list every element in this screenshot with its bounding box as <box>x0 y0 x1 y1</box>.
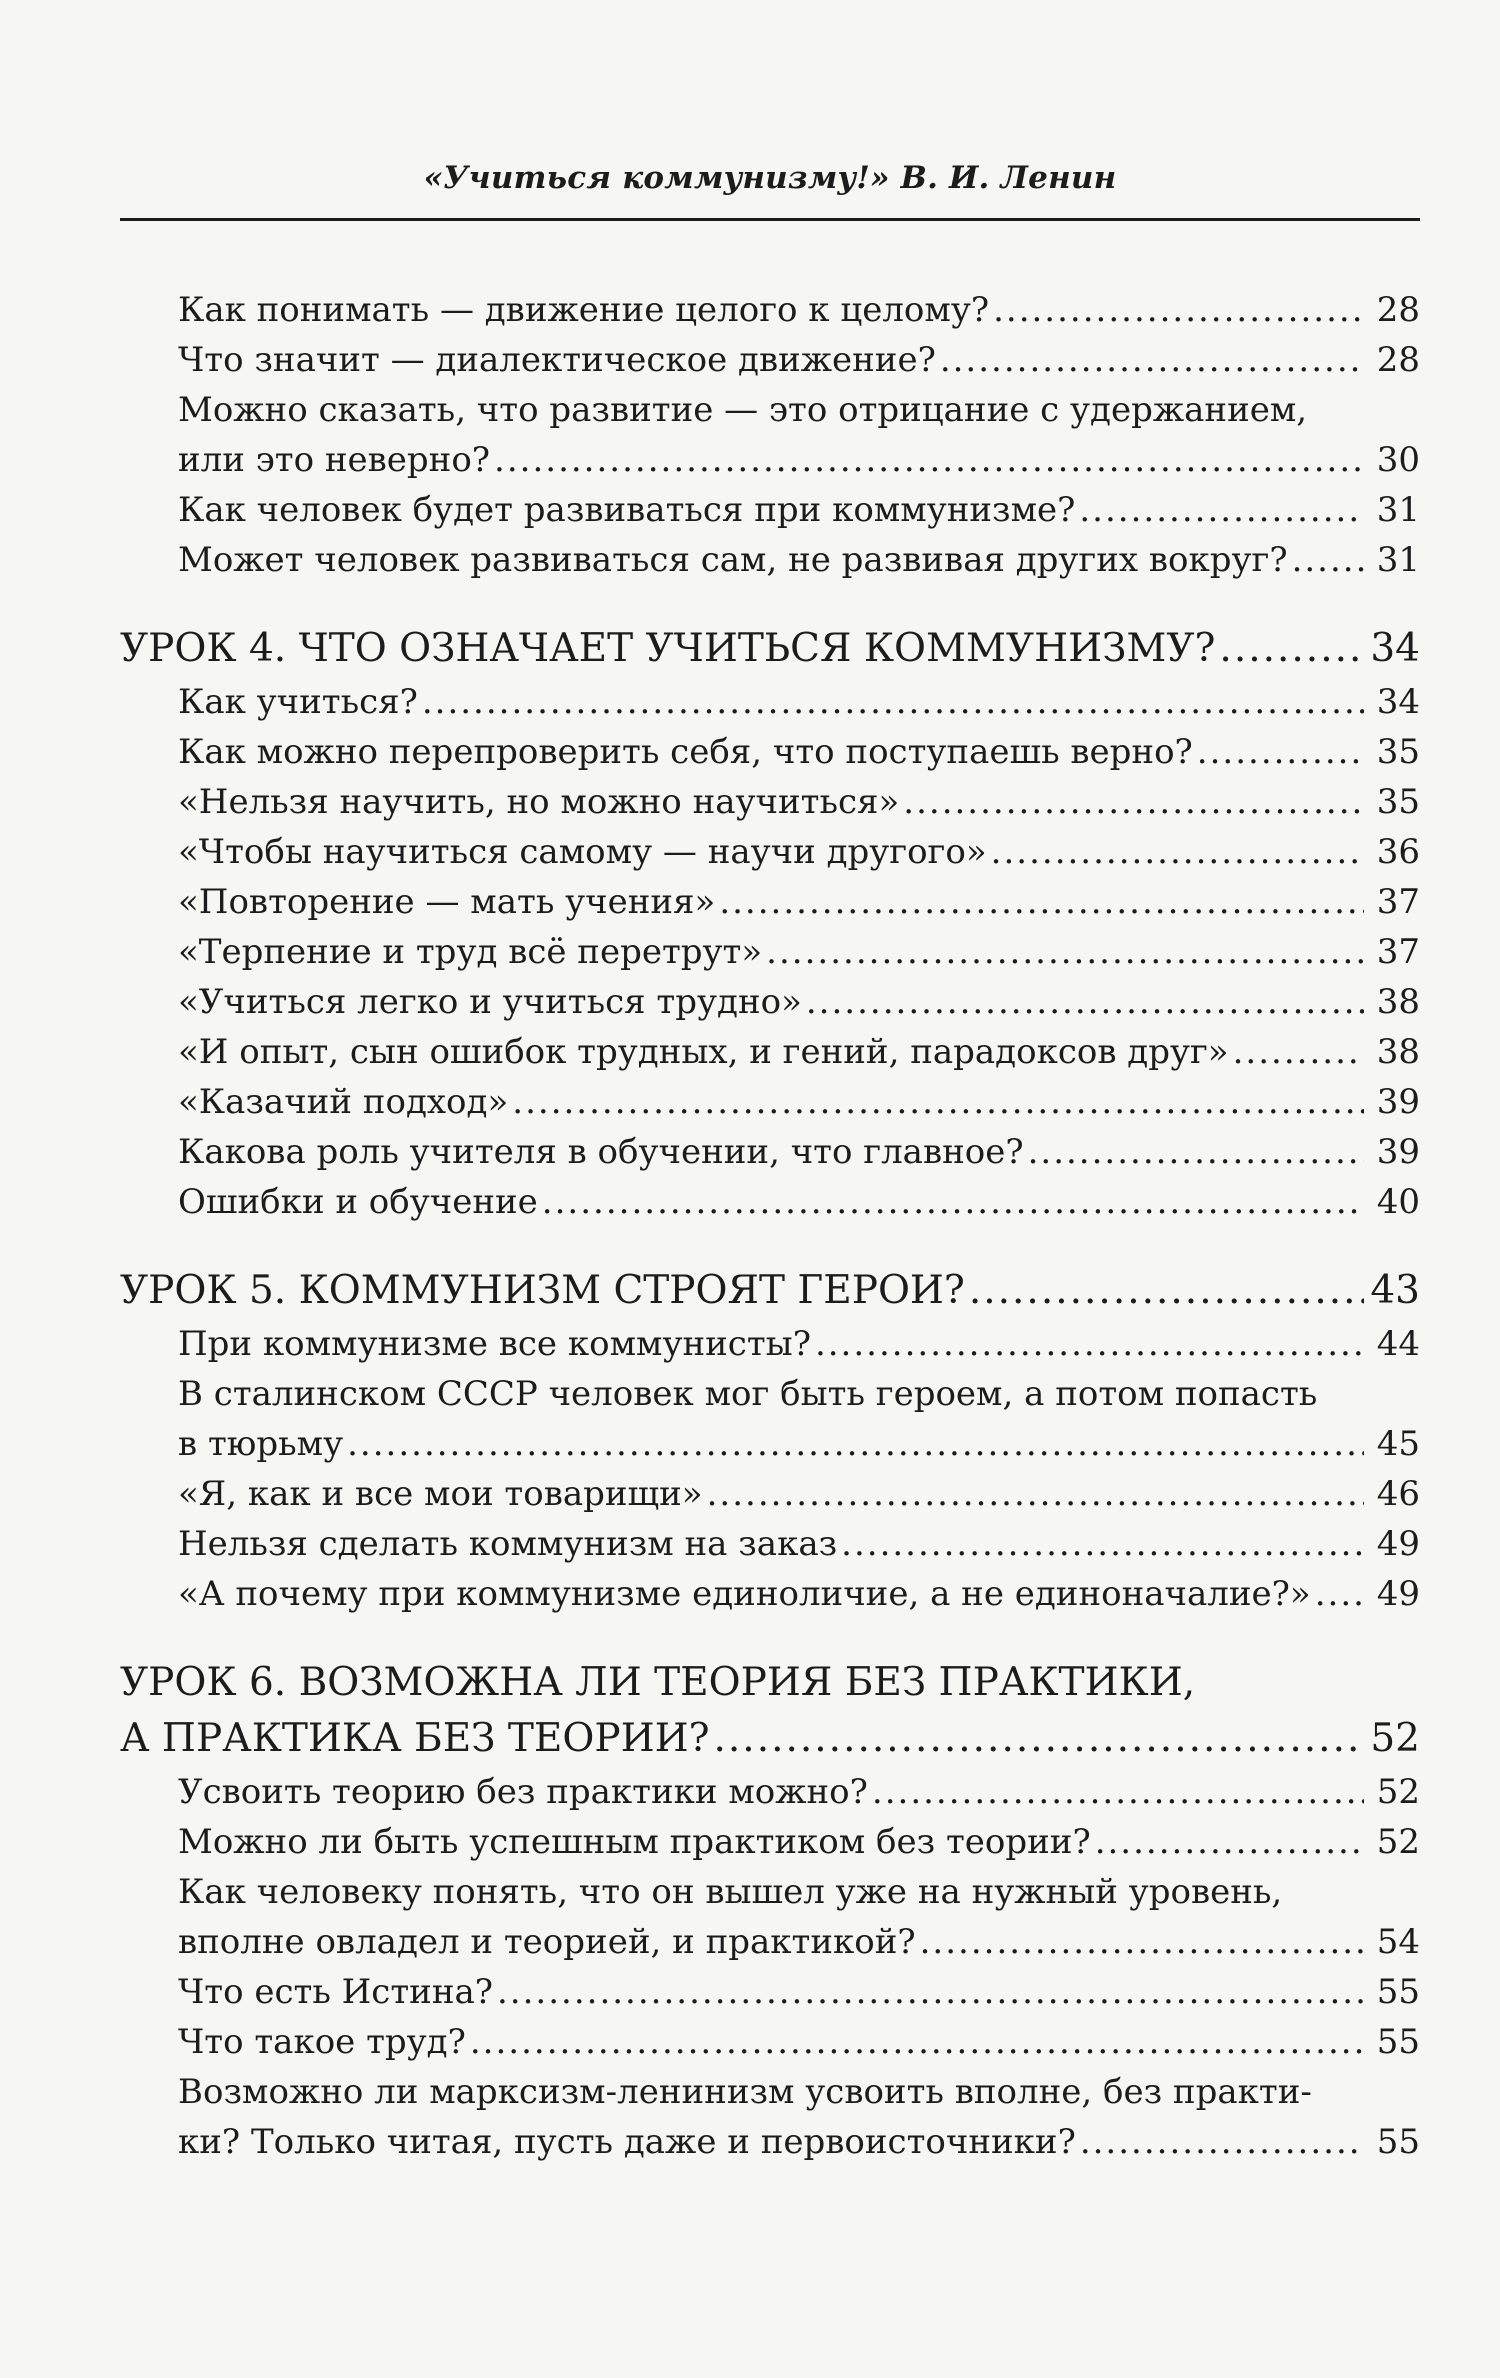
toc-page-number: 40 <box>1376 1182 1420 1222</box>
toc-entry <box>120 285 1420 335</box>
header-rule <box>120 218 1420 221</box>
toc-entry-title: Как понимать — движение целого к целому? <box>178 290 990 330</box>
toc-entry-title: Может человек развиваться сам, не развивая других вокруг? <box>178 540 1288 580</box>
toc-entry <box>120 677 1420 727</box>
dot-leader <box>422 677 1364 727</box>
toc-page-number: 43 <box>1370 1268 1420 1313</box>
toc-page-number: 31 <box>1376 540 1420 580</box>
dot-leader <box>1080 2117 1364 2167</box>
running-header: «Учиться коммунизму!» В. И. Ленин <box>423 160 1117 196</box>
dot-leader <box>993 285 1364 335</box>
dot-leader <box>1079 485 1364 535</box>
toc-page-number: 44 <box>1376 1324 1420 1364</box>
toc-entry <box>120 1177 1420 1227</box>
toc-page-number: 30 <box>1376 440 1420 480</box>
toc-entry-title: «Чтобы научиться самому — научи другого» <box>178 832 987 872</box>
toc-entry <box>120 385 1420 485</box>
toc-entry <box>120 1369 1420 1469</box>
toc-lesson-entry <box>120 1655 1420 1767</box>
toc-entry <box>120 1817 1420 1867</box>
dot-leader <box>766 927 1364 977</box>
toc-entry <box>120 877 1420 927</box>
toc-entry-title: в тюрьму <box>178 1424 344 1464</box>
toc-page-number: 55 <box>1376 1972 1420 2012</box>
toc-entry <box>120 1027 1420 1077</box>
toc-page-number: 46 <box>1376 1474 1420 1514</box>
dot-leader <box>494 435 1364 485</box>
toc-page-number: 38 <box>1376 982 1420 1022</box>
toc-entry <box>120 335 1420 385</box>
toc-entry <box>120 927 1420 977</box>
toc-entry <box>120 727 1420 777</box>
toc-page-number: 35 <box>1376 732 1420 772</box>
dot-leader <box>920 1917 1364 1967</box>
toc-entry-title: Усвоить теорию без практики можно? <box>178 1772 868 1812</box>
dot-leader <box>903 777 1364 827</box>
toc-entry-title: Как человек будет развиваться при коммунизме? <box>178 490 1076 530</box>
dot-leader <box>940 335 1364 385</box>
dot-leader <box>1219 621 1364 677</box>
dot-leader <box>1028 1127 1364 1177</box>
toc-entry <box>120 1767 1420 1817</box>
toc-page-number: 55 <box>1376 2122 1420 2162</box>
dot-leader <box>1197 727 1364 777</box>
toc-page-number: 55 <box>1376 2022 1420 2062</box>
toc-entry-title: Что такое труд? <box>178 2022 466 2062</box>
toc-entry <box>120 1867 1420 1967</box>
toc-entry-title: «Учиться легко и учиться трудно» <box>178 982 802 1022</box>
toc-page-number: 49 <box>1376 1524 1420 1564</box>
toc-page-number: 37 <box>1376 882 1420 922</box>
toc-entry-title: Что есть Истина? <box>178 1972 493 2012</box>
toc-entry <box>120 777 1420 827</box>
toc-page-number: 39 <box>1376 1132 1420 1172</box>
toc-entry-title-line: Как человеку понять, что он вышел уже на нужный уровень, <box>178 1872 1283 1912</box>
toc-entry-title-line: Можно сказать, что развитие — это отрицание с удержанием, <box>178 390 1308 430</box>
toc-entry-title: Ошибки и обучение <box>178 1182 538 1222</box>
toc-entry <box>120 2017 1420 2067</box>
toc-entry-title: «И опыт, сын ошибок трудных, и гений, парадоксов друг» <box>178 1032 1229 1072</box>
toc-entry <box>120 1967 1420 2017</box>
toc-entry-title: Как можно перепроверить себя, что поступаешь верно? <box>178 732 1193 772</box>
dot-leader <box>1315 1569 1364 1619</box>
toc-entry-title: «А почему при коммунизме единоличие, а не единоначалие?» <box>178 1574 1311 1614</box>
toc-entry <box>120 827 1420 877</box>
toc-page-number: 28 <box>1376 290 1420 330</box>
dot-leader <box>714 1711 1365 1767</box>
toc-entry-title: «Я, как и все мои товарищи» <box>178 1474 703 1514</box>
toc-page-number: 45 <box>1376 1424 1420 1464</box>
toc-page-number: 52 <box>1370 1716 1420 1761</box>
dot-leader <box>872 1767 1364 1817</box>
toc-entry <box>120 1469 1420 1519</box>
toc-page-number: 31 <box>1376 490 1420 530</box>
toc-page-number: 38 <box>1376 1032 1420 1072</box>
toc-page-number: 52 <box>1376 1822 1420 1862</box>
toc-page-number: 39 <box>1376 1082 1420 1122</box>
toc-entry-title: Какова роль учителя в обучении, что главное? <box>178 1132 1024 1172</box>
dot-leader <box>707 1469 1364 1519</box>
dot-leader <box>512 1077 1364 1127</box>
dot-leader <box>841 1519 1364 1569</box>
dot-leader <box>969 1263 1364 1319</box>
toc-entry-title: «Нельзя научить, но можно научиться» <box>178 782 900 822</box>
toc-entry-title: Что значит — диалектическое движение? <box>178 340 936 380</box>
toc-page-number: 34 <box>1376 682 1420 722</box>
dot-leader <box>991 827 1364 877</box>
toc-entry-title: А ПРАКТИКА БЕЗ ТЕОРИИ? <box>120 1716 710 1761</box>
toc-entry-title-line: УРОК 6. ВОЗМОЖНА ЛИ ТЕОРИЯ БЕЗ ПРАКТИКИ, <box>120 1660 1196 1705</box>
dot-leader <box>1095 1817 1364 1867</box>
toc-entry-title: При коммунизме все коммунисты? <box>178 1324 811 1364</box>
toc-entry <box>120 485 1420 535</box>
toc-page-number: 34 <box>1370 626 1420 671</box>
toc-entry-title: «Повторение — мать учения» <box>178 882 716 922</box>
toc-page-number: 52 <box>1376 1772 1420 1812</box>
dot-leader <box>1292 535 1364 585</box>
table-of-contents <box>120 285 1420 2167</box>
toc-entry-title: «Казачий подход» <box>178 1082 509 1122</box>
toc-lesson-entry <box>120 1263 1420 1319</box>
toc-entry-title: Нельзя сделать коммунизм на заказ <box>178 1524 838 1564</box>
toc-entry-title: Можно ли быть успешным практиком без теории? <box>178 1822 1091 1862</box>
toc-entry <box>120 2067 1420 2167</box>
toc-entry <box>120 1077 1420 1127</box>
toc-entry-title: УРОК 4. ЧТО ОЗНАЧАЕТ УЧИТЬСЯ КОММУНИЗМУ? <box>120 626 1216 671</box>
toc-entry <box>120 1569 1420 1619</box>
dot-leader <box>470 2017 1364 2067</box>
toc-entry <box>120 977 1420 1027</box>
dot-leader <box>542 1177 1364 1227</box>
toc-entry-title: «Терпение и труд всё перетрут» <box>178 932 763 972</box>
dot-leader <box>719 877 1364 927</box>
toc-entry-title: вполне овладел и теорией, и практикой? <box>178 1922 916 1962</box>
toc-entry-title-line: Возможно ли марксизм-ленинизм усвоить вполне, без практи- <box>178 2072 1312 2112</box>
toc-entry <box>120 1519 1420 1569</box>
toc-page-number: 28 <box>1376 340 1420 380</box>
toc-page-number: 35 <box>1376 782 1420 822</box>
toc-entry-title-line: В сталинском СССР человек мог быть героем, а потом попасть <box>178 1374 1318 1414</box>
toc-entry <box>120 535 1420 585</box>
toc-entry <box>120 1319 1420 1369</box>
dot-leader <box>347 1419 1364 1469</box>
dot-leader <box>497 1967 1364 2017</box>
toc-entry-title: или это неверно? <box>178 440 491 480</box>
dot-leader <box>815 1319 1364 1369</box>
toc-lesson-entry <box>120 621 1420 677</box>
toc-page-number: 49 <box>1376 1574 1420 1614</box>
dot-leader <box>1233 1027 1364 1077</box>
toc-entry-title: ки? Только читая, пусть даже и первоисточники? <box>178 2122 1076 2162</box>
toc-entry-title: Как учиться? <box>178 682 418 722</box>
dot-leader <box>806 977 1364 1027</box>
toc-entry <box>120 1127 1420 1177</box>
toc-entry-title: УРОК 5. КОММУНИЗМ СТРОЯТ ГЕРОИ? <box>120 1268 965 1313</box>
toc-page-number: 54 <box>1376 1922 1420 1962</box>
toc-page-number: 37 <box>1376 932 1420 972</box>
toc-page-number: 36 <box>1376 832 1420 872</box>
